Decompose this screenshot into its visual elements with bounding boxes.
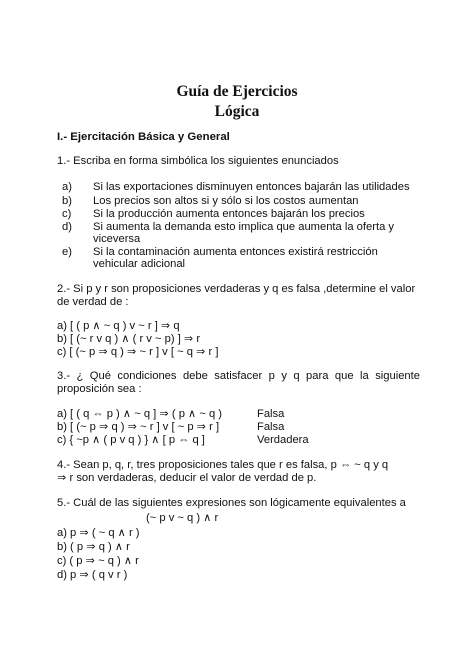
exercise-1-item-continuation: vehicular adicional (93, 258, 186, 270)
section-heading: I.- Ejercitación Básica y General (57, 131, 230, 143)
exercise-2-prompt-continuation: de verdad de : (57, 296, 129, 308)
exercise-5-option: d) p ⇒ ( q v r ) (57, 569, 128, 581)
exercise-5-option: b) ( p ⇒ q ) ∧ r (57, 541, 130, 553)
page-subtitle: Lógica (214, 103, 260, 120)
exercise-3-truth-value: Falsa (257, 408, 285, 420)
exercise-2-item: c) [ (~ p ⇒ q ) ⇒ ~ r ] v [ ~ q ⇒ r ] (57, 346, 219, 358)
exercise-4-text-continuation: ⇒ r son verdaderas, deducir el valor de verdad de p. (57, 472, 317, 484)
exercise-1-item-text: Si las exportaciones disminuyen entonces bajarán las utilidades (93, 181, 410, 193)
exercise-2-prompt: 2.- Si p y r son proposiciones verdaderas y q es falsa ,determine el valor (57, 283, 416, 295)
exercise-2-item: a) [ ( p ∧ ~ q ) v ~ r ] ⇒ q (57, 320, 180, 332)
exercise-3-item: b) [ (~ p ⇒ q ) ⇒ ~ r ] v [ ~ p ⇒ r ] (57, 421, 220, 433)
exercise-1-item-text: Si la producción aumenta entonces bajarán los precios (93, 208, 365, 220)
exercise-3-truth-value: Falsa (257, 421, 285, 433)
exercise-5-prompt: 5.- Cuál de las siguientes expresiones son lógicamente equivalentes a (57, 497, 406, 509)
exercise-1-item-text: Los precios son altos si y sólo si los costos aumentan (93, 195, 359, 207)
exercise-2-item: b) [ (~ r v q ) ∧ ( r v ~ p) ] ⇒ r (57, 333, 201, 345)
exercise-5-option: c) ( p ⇒ ~ q ) ∧ r (57, 555, 139, 567)
exercise-3-truth-value: Verdadera (257, 434, 309, 446)
exercise-1-item-label: e) (62, 246, 72, 258)
exercise-3-prompt-continuation: proposición sea : (57, 383, 142, 395)
exercise-4-text: 4.- Sean p, q, r, tres proposiciones tales que r es falsa, p ⇔ ~ q y q (57, 459, 389, 471)
exercise-1-item-label: a) (62, 181, 72, 193)
exercise-5-option: a) p ⇒ ( ~ q ∧ r ) (57, 527, 140, 539)
exercise-1-item-label: d) (62, 221, 72, 233)
exercise-5-target-expression: (~ p v ~ q ) ∧ r (146, 512, 219, 524)
exercise-1-item-text: Si aumenta la demanda esto implica que aumenta la oferta y (93, 221, 394, 233)
exercise-3-item: c) { ~p ∧ ( p v q ) } ∧ [ p ⇔ q ] (57, 434, 205, 446)
page-title: Guía de Ejercicios (176, 83, 298, 100)
exercise-1-item-label: c) (62, 208, 72, 220)
exercise-1-prompt: 1.- Escriba en forma simbólica los siguientes enunciados (57, 155, 339, 167)
exercise-1-item-label: b) (62, 195, 72, 207)
exercise-1-item-text: Si la contaminación aumenta entonces existirá restricción (93, 246, 378, 258)
exercise-3-prompt: 3.- ¿ Qué condiciones debe satisfacer p y q para que la siguiente (57, 370, 420, 382)
exercise-1-item-continuation: viceversa (93, 233, 141, 245)
exercise-3-item: a) [ ( q ⇔ p ) ∧ ~ q ] ⇒ ( p ∧ ~ q ) (57, 408, 223, 420)
